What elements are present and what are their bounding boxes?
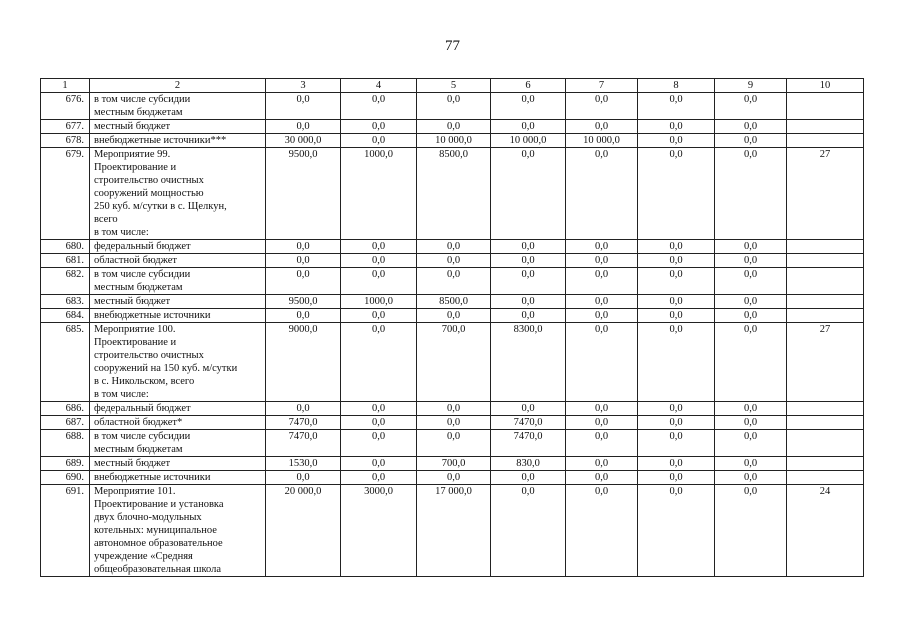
value-cell: 0,0: [266, 268, 341, 295]
table-row: [41, 402, 864, 416]
value-cell: 7470,0: [491, 416, 566, 430]
row-number: 683.: [41, 295, 90, 309]
row-number: 679.: [41, 148, 90, 240]
value-cell: 0,0: [491, 254, 566, 268]
indicator-cell: [787, 402, 864, 416]
value-cell: 0,0: [638, 416, 715, 430]
value-cell: 0,0: [638, 120, 715, 134]
value-cell: 17 000,0: [417, 485, 491, 577]
row-description: федеральный бюджет: [90, 402, 266, 416]
value-cell: 0,0: [417, 402, 491, 416]
value-cell: 0,0: [417, 254, 491, 268]
row-number: 685.: [41, 323, 90, 402]
value-cell: 0,0: [491, 148, 566, 240]
table-row: [41, 120, 864, 134]
row-description: местный бюджет: [90, 295, 266, 309]
value-cell: 10 000,0: [566, 134, 638, 148]
table-row: [41, 93, 864, 120]
value-cell: 8500,0: [417, 295, 491, 309]
value-cell: 0,0: [417, 471, 491, 485]
value-cell: 0,0: [638, 93, 715, 120]
page-number: 77: [445, 38, 460, 54]
value-cell: 0,0: [491, 120, 566, 134]
value-cell: 0,0: [491, 402, 566, 416]
row-number: 687.: [41, 416, 90, 430]
value-cell: 10 000,0: [491, 134, 566, 148]
value-cell: 0,0: [266, 254, 341, 268]
value-cell: 8300,0: [491, 323, 566, 402]
table-row: [41, 416, 864, 430]
table-row: [41, 134, 864, 148]
table-row: [41, 485, 864, 577]
indicator-cell: [787, 134, 864, 148]
value-cell: 1000,0: [341, 295, 417, 309]
value-cell: 0,0: [715, 93, 787, 120]
value-cell: 7470,0: [266, 416, 341, 430]
value-cell: 7470,0: [491, 430, 566, 457]
row-description: федеральный бюджет: [90, 240, 266, 254]
value-cell: 0,0: [715, 148, 787, 240]
table-row: [41, 471, 864, 485]
value-cell: 0,0: [715, 402, 787, 416]
value-cell: 3000,0: [341, 485, 417, 577]
row-description: местный бюджет: [90, 120, 266, 134]
value-cell: 0,0: [638, 457, 715, 471]
value-cell: 0,0: [417, 309, 491, 323]
indicator-cell: 27: [787, 148, 864, 240]
value-cell: 0,0: [341, 402, 417, 416]
row-number: 680.: [41, 240, 90, 254]
value-cell: 0,0: [566, 268, 638, 295]
row-description: внебюджетные источники***: [90, 134, 266, 148]
indicator-cell: 27: [787, 323, 864, 402]
value-cell: 0,0: [638, 402, 715, 416]
row-number: 689.: [41, 457, 90, 471]
row-description: внебюджетные источники: [90, 309, 266, 323]
value-cell: 0,0: [715, 416, 787, 430]
table-row: [41, 457, 864, 471]
value-cell: 20 000,0: [266, 485, 341, 577]
value-cell: 0,0: [341, 309, 417, 323]
table-row: [41, 295, 864, 309]
value-cell: 0,0: [566, 93, 638, 120]
budget-table: [40, 78, 864, 577]
value-cell: 0,0: [715, 134, 787, 148]
value-cell: 0,0: [638, 268, 715, 295]
value-cell: 0,0: [341, 93, 417, 120]
value-cell: 0,0: [266, 402, 341, 416]
row-number: 691.: [41, 485, 90, 577]
indicator-cell: [787, 254, 864, 268]
value-cell: 0,0: [341, 134, 417, 148]
value-cell: 0,0: [638, 295, 715, 309]
value-cell: 30 000,0: [266, 134, 341, 148]
value-cell: 0,0: [566, 416, 638, 430]
row-description: внебюджетные источники: [90, 471, 266, 485]
column-header: 3: [266, 79, 341, 93]
indicator-cell: [787, 430, 864, 457]
column-header: 2: [90, 79, 266, 93]
value-cell: 0,0: [566, 471, 638, 485]
value-cell: 0,0: [715, 457, 787, 471]
value-cell: 0,0: [715, 430, 787, 457]
row-number: 681.: [41, 254, 90, 268]
value-cell: 0,0: [638, 240, 715, 254]
table-row: [41, 240, 864, 254]
column-header: 9: [715, 79, 787, 93]
value-cell: 700,0: [417, 457, 491, 471]
value-cell: 0,0: [266, 309, 341, 323]
value-cell: 8500,0: [417, 148, 491, 240]
value-cell: 0,0: [341, 416, 417, 430]
value-cell: 0,0: [266, 120, 341, 134]
row-number: 684.: [41, 309, 90, 323]
value-cell: 0,0: [715, 295, 787, 309]
column-header: 5: [417, 79, 491, 93]
value-cell: 830,0: [491, 457, 566, 471]
value-cell: 0,0: [566, 148, 638, 240]
row-description: местный бюджет: [90, 457, 266, 471]
row-description: в том числе субсидии местным бюджетам: [90, 430, 266, 457]
value-cell: 0,0: [417, 430, 491, 457]
indicator-cell: [787, 93, 864, 120]
value-cell: 0,0: [638, 323, 715, 402]
value-cell: 0,0: [715, 268, 787, 295]
value-cell: 0,0: [417, 120, 491, 134]
value-cell: 9500,0: [266, 295, 341, 309]
table-row: [41, 430, 864, 457]
table-row: [41, 254, 864, 268]
table-row: [41, 268, 864, 295]
value-cell: 0,0: [566, 402, 638, 416]
indicator-cell: [787, 457, 864, 471]
row-number: 676.: [41, 93, 90, 120]
value-cell: 0,0: [715, 471, 787, 485]
value-cell: 0,0: [266, 471, 341, 485]
value-cell: 0,0: [566, 430, 638, 457]
table-row: [41, 309, 864, 323]
value-cell: 10 000,0: [417, 134, 491, 148]
value-cell: 0,0: [341, 254, 417, 268]
value-cell: 0,0: [638, 309, 715, 323]
header-row: [41, 79, 864, 93]
value-cell: 9500,0: [266, 148, 341, 240]
value-cell: 0,0: [491, 309, 566, 323]
value-cell: 0,0: [341, 120, 417, 134]
row-description: Мероприятие 101. Проектирование и установка двух блочно-модульных котельных: муниципальное автономное образовательное учреждение «Средняя общеобразовательная школа: [90, 485, 266, 577]
value-cell: 0,0: [566, 295, 638, 309]
value-cell: 0,0: [341, 323, 417, 402]
indicator-cell: [787, 268, 864, 295]
value-cell: 0,0: [341, 430, 417, 457]
indicator-cell: [787, 240, 864, 254]
value-cell: 0,0: [715, 254, 787, 268]
column-header: 7: [566, 79, 638, 93]
row-description: в том числе субсидии местным бюджетам: [90, 268, 266, 295]
value-cell: 0,0: [638, 254, 715, 268]
value-cell: 0,0: [715, 120, 787, 134]
value-cell: 0,0: [638, 430, 715, 457]
value-cell: 0,0: [341, 471, 417, 485]
value-cell: 9000,0: [266, 323, 341, 402]
value-cell: 0,0: [491, 240, 566, 254]
value-cell: 0,0: [417, 268, 491, 295]
column-header: 6: [491, 79, 566, 93]
value-cell: 0,0: [715, 309, 787, 323]
value-cell: 0,0: [566, 457, 638, 471]
value-cell: 0,0: [638, 134, 715, 148]
indicator-cell: [787, 416, 864, 430]
value-cell: 0,0: [566, 485, 638, 577]
column-header: 4: [341, 79, 417, 93]
value-cell: 0,0: [638, 485, 715, 577]
table-row: [41, 148, 864, 240]
row-number: 682.: [41, 268, 90, 295]
value-cell: 0,0: [341, 268, 417, 295]
value-cell: 0,0: [566, 240, 638, 254]
row-number: 688.: [41, 430, 90, 457]
value-cell: 0,0: [417, 240, 491, 254]
value-cell: 0,0: [491, 93, 566, 120]
row-number: 678.: [41, 134, 90, 148]
value-cell: 0,0: [715, 485, 787, 577]
value-cell: 0,0: [266, 240, 341, 254]
value-cell: 0,0: [566, 120, 638, 134]
value-cell: 0,0: [266, 93, 341, 120]
row-number: 690.: [41, 471, 90, 485]
value-cell: 0,0: [417, 416, 491, 430]
indicator-cell: 24: [787, 485, 864, 577]
value-cell: 0,0: [715, 323, 787, 402]
value-cell: 0,0: [566, 254, 638, 268]
row-number: 677.: [41, 120, 90, 134]
table-row: [41, 323, 864, 402]
value-cell: 0,0: [341, 240, 417, 254]
value-cell: 0,0: [638, 148, 715, 240]
value-cell: 0,0: [491, 295, 566, 309]
value-cell: 0,0: [566, 323, 638, 402]
row-description: Мероприятие 100. Проектирование и строительство очистных сооружений на 150 куб. м/сутки в с. Никольском, всего в том числе:: [90, 323, 266, 402]
column-header: 1: [41, 79, 90, 93]
indicator-cell: [787, 295, 864, 309]
column-header: 8: [638, 79, 715, 93]
value-cell: 1530,0: [266, 457, 341, 471]
value-cell: 0,0: [638, 471, 715, 485]
value-cell: 0,0: [491, 471, 566, 485]
row-number: 686.: [41, 402, 90, 416]
value-cell: 0,0: [491, 485, 566, 577]
row-description: областной бюджет: [90, 254, 266, 268]
indicator-cell: [787, 309, 864, 323]
value-cell: 0,0: [715, 240, 787, 254]
column-header: 10: [787, 79, 864, 93]
row-description: Мероприятие 99. Проектирование и строительство очистных сооружений мощностью 250 куб. м/сутки в с. Щелкун, всего в том числе:: [90, 148, 266, 240]
value-cell: 1000,0: [341, 148, 417, 240]
value-cell: 7470,0: [266, 430, 341, 457]
value-cell: 0,0: [566, 309, 638, 323]
row-description: в том числе субсидии местным бюджетам: [90, 93, 266, 120]
value-cell: 0,0: [341, 457, 417, 471]
value-cell: 0,0: [491, 268, 566, 295]
indicator-cell: [787, 120, 864, 134]
indicator-cell: [787, 471, 864, 485]
row-description: областной бюджет*: [90, 416, 266, 430]
value-cell: 0,0: [417, 93, 491, 120]
value-cell: 700,0: [417, 323, 491, 402]
